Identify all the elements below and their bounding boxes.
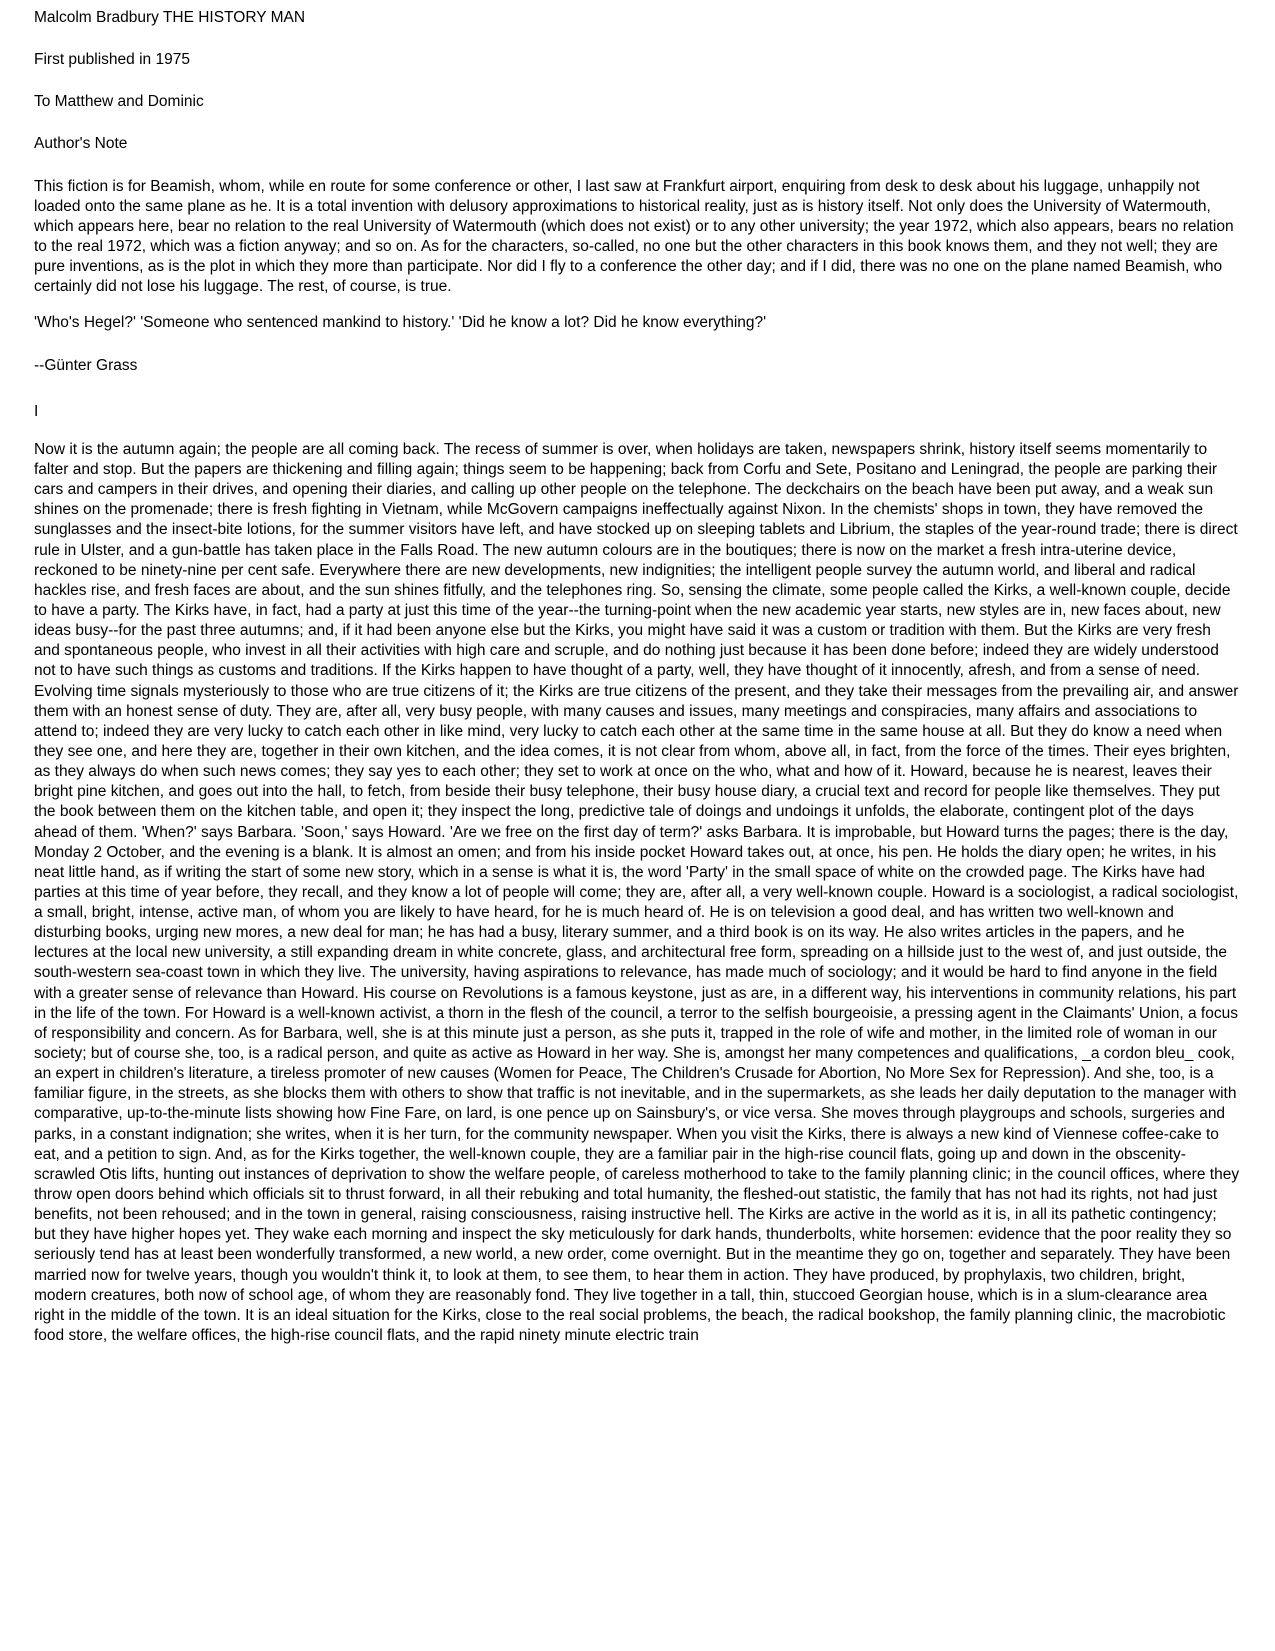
authors-note-body: This fiction is for Beamish, whom, while en route for some conference or other, I last saw at Frankfurt airport, enquiring from desk to desk about his luggage, unhappily not loaded onto the same plane as he. It is a total invention with delusory approximations to historical reality, just as is history itself. Not only does the University of Watermouth, which appears here, bear no relation to the real University of Watermouth (which does not exist) or to any other university; the year 1972, which also appears, bears no relation to the real 1972, which was a fiction anyway; and so on. As for the characters, so-called, no one but the other characters in this book knows them, and they not well; they are pure inventions, as is the plot in which they more than participate. Nor did I fly to a conference the other day; and if I did, there was no one on the plane named Beamish, who certainly did not lose his luggage. The rest, of course, is true. <box>34 177 1234 296</box>
publication-line: First published in 1975 <box>34 51 190 69</box>
epigraph-text: 'Who's Hegel?' 'Someone who sentenced mankind to history.' 'Did he know a lot? Did he know everything?' <box>34 314 767 332</box>
chapter-number: I <box>34 402 39 420</box>
authors-note-heading: Author's Note <box>34 135 128 153</box>
dedication-line: To Matthew and Dominic <box>34 93 204 111</box>
chapter-body-text: Now it is the autumn again; the people are all coming back. The recess of summer is over, when holidays are taken, newspapers shrink, history itself seems momentarily to falter and stop. But the papers are thickening and filling again; things seem to be happening; back from Corfu and Sete, Positano and Leningrad, the people are parking their cars and campers in their drives, and opening their diaries, and calling up other people on the telephone. The deckchairs on the beach have been put away, and a weak sun shines on the promenade; there is fresh fighting in Vietnam, while McGovern campaigns ineffectually against Nixon. In the chemists' shops in town, they have removed the sunglasses and the insect-bite lotions, for the summer visitors have left, and have stocked up on sleeping tablets and Librium, the staples of the year-round trade; there is direct rule in Ulster, and a gun-battle has taken place in the Falls Road. The new autumn colours are in the boutiques; there is now on the market a fresh intra-uterine device, reckoned to be ninety-nine per cent safe. Everywhere there are new developments, new indignities; the intelligent people survey the autumn world, and liberal and radical hackles rise, and fresh faces are about, and the sun shines fitfully, and the telephones ring. So, sensing the climate, some people called the Kirks, a well-known couple, decide to have a party. The Kirks have, in fact, had a party at just this time of the year--the turning-point when the new academic year starts, new styles are in, new faces about, new ideas busy--for the past three autumns; and, if it had been anyone else but the Kirks, you might have said it was a custom or tradition with them. But the Kirks are very fresh and spontaneous people, who invest in all their activities with high care and scruple, and do nothing just because it has been done before; indeed they are widely understood not to have such things as customs and traditions. If the Kirks happen to have thought of a party, well, they have thought of it innocently, afresh, and from a sense of need. Evolving time signals mysteriously to those who are true citizens of it; the Kirks are true citizens of the present, and they take their messages from the prevailing air, and answer them with an honest sense of duty. They are, after all, very busy people, with many causes and issues, many meetings and conspiracies, many affairs and associations to attend to; indeed they are very lucky to catch each other in like mind, very lucky to catch each other at the same time in the same house at all. But they do know a need when they see one, and here they are, together in their own kitchen, and the idea comes, it is not clear from whom, above all, in fact, from the force of the times. Their eyes brighten, as they always do when such news comes; they say yes to each other; they set to work at once on the who, what and how of it. Howard, because he is nearest, leaves their bright pine kitchen, and goes out into the hall, to fetch, from beside their busy telephone, their busy house diary, a crucial text and record for people like themselves. They put the book between them on the kitchen table, and open it; they inspect the long, predictive tale of doings and undoings it unfolds, the elaborate, contingent plot of the days ahead of them. 'When?' says Barbara. 'Soon,' says Howard. 'Are we free on the first day of term?' asks Barbara. It is improbable, but Howard turns the pages; there is the day, Monday 2 October, and the evening is a blank. It is almost an omen; and from his inside pocket Howard takes out, at once, his pen. He holds the diary open; he writes, in his neat little hand, as if writing the start of some new story, which in a sense is what it is, the word 'Party' in the small space of white on the crowded page. The Kirks have had parties at this time of year before, they recall, and they know a lot of people will come; they are, after all, a very well-known couple. Howard is a sociologist, a radical sociologist, a small, bright, intense, active man, of whom you are likely to have heard, for he is much heard of. He is on television a good deal, and has written two well-known and disturbing books, urging new mores, a new deal for man; he has had a busy, literary summer, and a third book is on its way. He also writes articles in the papers, and he lectures at the local new university, a still expanding dream in white concrete, glass, and architectural free form, spreading on a hillside just to the west of, and just outside, the south-western sea-coast town in which they live. The university, having aspirations to relevance, has made much of sociology; and it would be hard to find anyone in the field with a greater sense of relevance than Howard. His course on Revolutions is a famous keystone, just as are, in a different way, his interventions in community relations, his part in the life of the town. For Howard is a well-known activist, a thorn in the flesh of the council, a terror to the selfish bourgeoisie, a pressing agent in the Claimants' Union, a focus of responsibility and concern. As for Barbara, well, she is at this minute just a person, as she puts it, trapped in the role of wife and mother, in the limited role of woman in our society; but of course she, too, is a radical person, and quite as active as Howard in her way. She is, amongst her many competences and qualifications, _a cordon bleu_ cook, an expert in children's literature, a tireless promoter of new causes (Women for Peace, The Children's Crusade for Abortion, No More Sex for Repression). And she, too, is a familiar figure, in the streets, as she blocks them with others to show that traffic is not inevitable, and in the supermarkets, as she leads her daily deputation to the manager with comparative, up-to-the-minute lists showing how Fine Fare, on lard, is one pence up on Sainsbury's, or vice versa. She moves through playgroups and schools, surgeries and parks, in a constant indignation; she writes, when it is her turn, for the community newspaper. When you visit the Kirks, there is always a new kind of Viennese coffee-cake to eat, and a petition to sign. And, as for the Kirks together, the well-known couple, they are a familiar pair in the high-rise council flats, going up and down in the obscenity-scrawled Otis lifts, hunting out instances of deprivation to show the welfare people, of careless motherhood to take to the family planning clinic; in the council offices, where they throw open doors behind which officials sit to thrust forward, in all their rebuking and total humanity, the fleshed-out statistic, the family that has not had its rights, not had just benefits, not been rehoused; and in the town in general, raising consciousness, raising instructive hell. The Kirks are active in the world as it is, in all its pathetic contingency; but they have higher hopes yet. They wake each morning and inspect the sky meticulously for dark hands, thunderbolts, white horsemen: evidence that the poor reality they so seriously tend has at least been wonderfully transformed, a new world, a new order, come overnight. But in the meantime they go on, together and separately. They have been married now for twelve years, though you wouldn't think it, to look at them, to see them, to hear them in action. They have produced, by prophylaxis, two children, bright, modern creatures, both now of school age, of whom they are reasonably fond. They live together in a tall, thin, stuccoed Georgian house, which is in a slum-clearance area right in the middle of the town. It is an ideal situation for the Kirks, close to the real social problems, the beach, the radical bookshop, the family planning clinic, the macrobiotic food store, the welfare offices, the high-rise council flats, and the rapid ninety minute electric train <box>34 440 1240 1345</box>
epigraph-attribution: --Günter Grass <box>34 356 138 374</box>
book-header-line: Malcolm Bradbury THE HISTORY MAN <box>34 9 306 26</box>
